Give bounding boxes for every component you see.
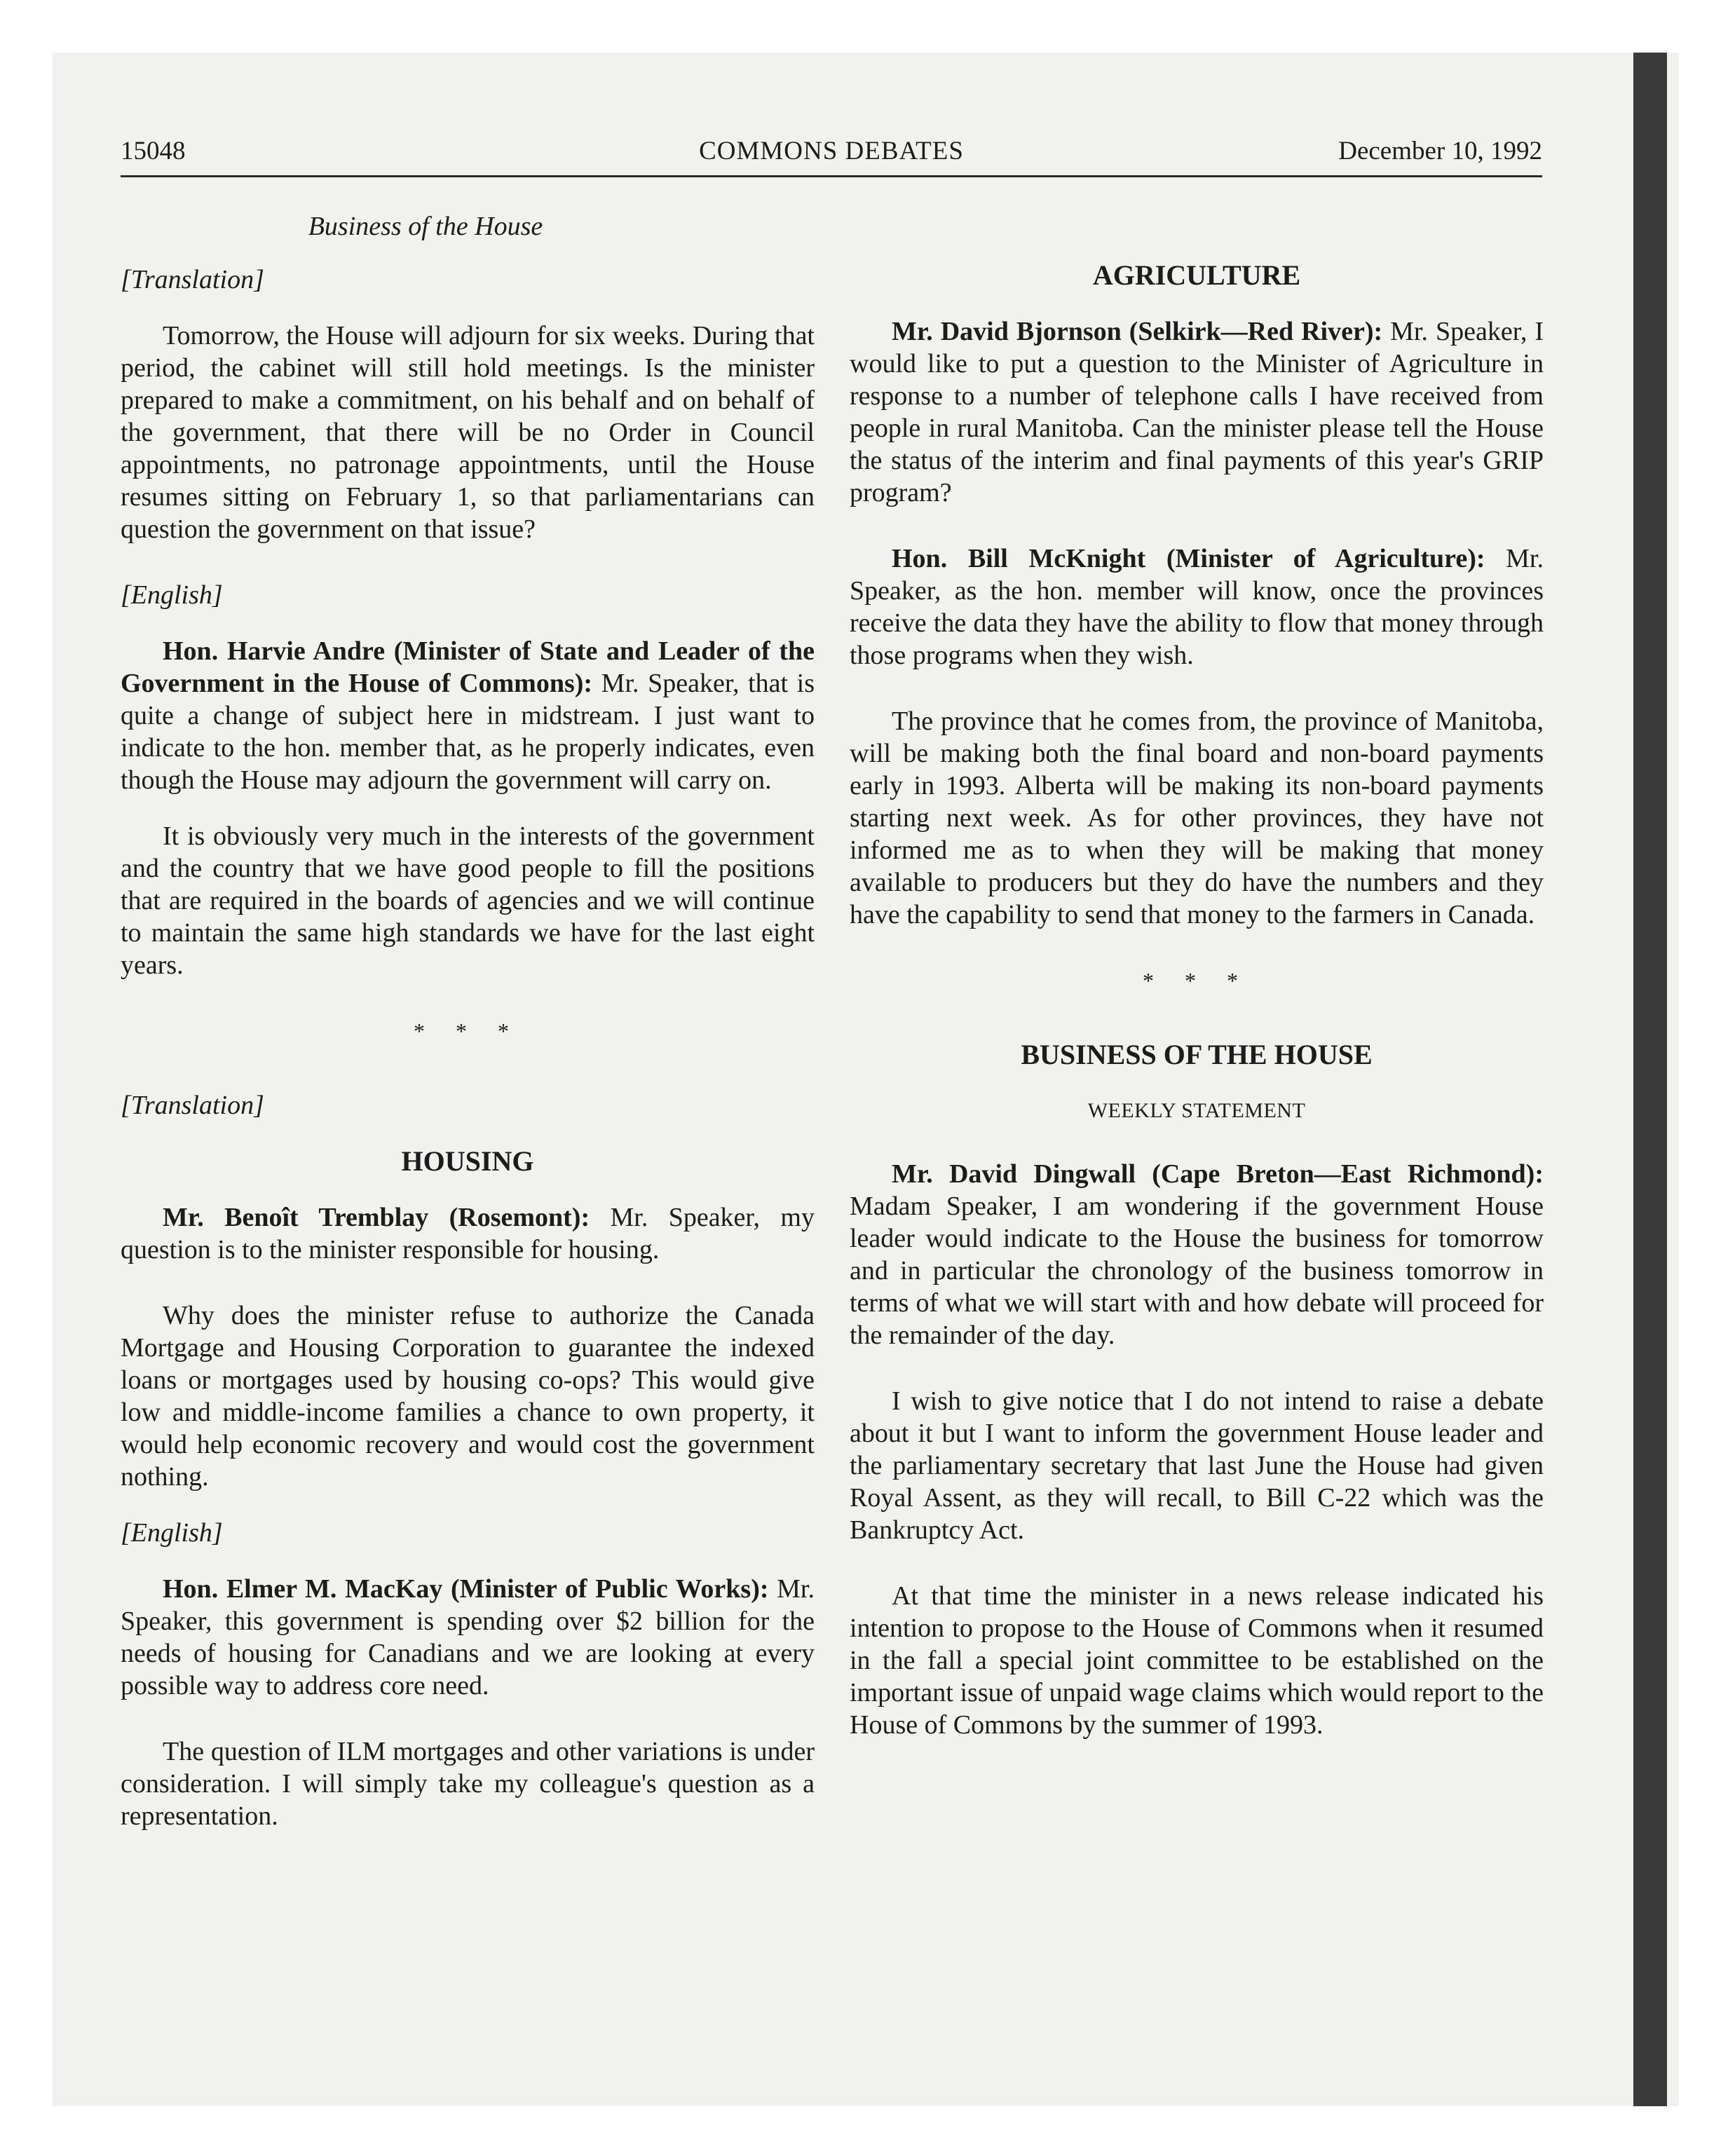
speech-paragraph: At that time the minister in a news release indicated his intention to propose to the House of Commons when it resumed in the fall a special joint committee to be established on the important issue of unpaid wage claims which would report to the House of Commons by the summer of 1993.: [850, 1581, 1544, 1740]
speaker-name: Mr. David Dingwall (Cape Breton—East Richmond):: [892, 1159, 1544, 1189]
speech-paragraph: Why does the minister refuse to authorize the Canada Mortgage and Housing Corporation to guarantee the indexed loans or mortgages used by housing co-ops? This would give low and middle-income families a chance to own property, it would help economic recovery and would cost the government nothing.: [121, 1301, 815, 1492]
page-header: [121, 133, 1542, 177]
section-heading: AGRICULTURE: [1092, 259, 1301, 291]
running-head: Business of the House: [308, 212, 543, 241]
speech-text: Mr. Speaker, as the hon. member will know, once the provinces receive the data they have the ability to flow that money through those programs when they wish.: [850, 544, 1544, 670]
page-number: 15048: [121, 137, 186, 165]
left-column: [121, 210, 815, 1866]
subsection-heading: WEEKLY STATEMENT: [1087, 1099, 1306, 1122]
speech-text: Mr. Speaker, I would like to put a question to the Minister of Agriculture in response to a number of telephone calls I have received from people in rural Manitoba. Can the minister please tell the House the status of the interim and final payments of this year's GRIP program?: [850, 317, 1544, 507]
section-heading: HOUSING: [401, 1145, 534, 1177]
speech-paragraph: Tomorrow, the House will adjourn for six weeks. During that period, the cabinet will still hold meetings. Is the minister prepared to make a commitment, on his behalf and on behalf of the government, that there will be no Order in Council appointments, no patronage appointments, until the House resumes sitting on February 1, so that parliamentarians can question the government on that issue?: [121, 321, 815, 544]
speech-paragraph: [121, 1201, 815, 1266]
speaker-name: Hon. Harvie Andre (Minister of State and Leader of the Government in the House of Commons):: [121, 636, 815, 698]
speech-paragraph: The question of ILM mortgages and other variations is under consideration. I will simply take my colleague's question as a representation.: [121, 1737, 815, 1831]
language-note: [Translation]: [121, 1091, 264, 1120]
publication-title: COMMONS DEBATES: [699, 137, 964, 165]
language-note: [Translation]: [121, 265, 264, 294]
speech-paragraph: I wish to give notice that I do not intend to raise a debate about it but I want to inform the government House leader and the parliamentary secretary that last June the House had given Royal Assent, as they will recall, to Bill C-22 which was the Bankruptcy Act.: [850, 1386, 1544, 1545]
section-separator: * * *: [414, 1018, 522, 1044]
speech-paragraph: [121, 635, 815, 796]
speech-paragraph: It is obviously very much in the interests of the government and the country that we have good people to fill the positions that are required in the boards of agencies and we will continue to maintain the same high standards we have for the last eight years.: [121, 821, 815, 980]
language-note: [English]: [121, 580, 223, 610]
speaker-name: Hon. Elmer M. MacKay (Minister of Public Works):: [163, 1574, 769, 1604]
speech-text: Mr. Speaker, my question is to the minister responsible for housing.: [121, 1203, 815, 1264]
speaker-name: Mr. David Bjornson (Selkirk—Red River):: [892, 317, 1383, 346]
speaker-name: Hon. Bill McKnight (Minister of Agriculture):: [892, 544, 1485, 573]
language-note: [English]: [121, 1518, 223, 1548]
section-separator: * * *: [1143, 968, 1251, 993]
right-column: [850, 210, 1544, 1775]
page-date: December 10, 1992: [1338, 137, 1542, 165]
speech-paragraph: [850, 1158, 1544, 1351]
section-heading: BUSINESS OF THE HOUSE: [1021, 1039, 1373, 1070]
speech-text: Mr. Speaker, this government is spending over $2 billion for the needs of housing for Canadians and we are looking at every possible way to address core need.: [121, 1574, 815, 1700]
speaker-name: Mr. Benoît Tremblay (Rosemont):: [163, 1203, 590, 1232]
speech-paragraph: The province that he comes from, the province of Manitoba, will be making both the final board and non-board payments early in 1993. Alberta will be making its non-board payments starting next week. As for other provinces, they have not informed me as to when they will be making that money available to producers but they do have the numbers and they have the capability to send that money to the farmers in Canada.: [850, 707, 1544, 929]
speech-text: Madam Speaker, I am wondering if the government House leader would indicate to the House the business for tomorrow and in particular the chronology of the business tomorrow in terms of what we will start with and how debate will proceed for the remainder of the day.: [850, 1192, 1544, 1350]
speech-text: Mr. Speaker, that is quite a change of subject here in midstream. I just want to indicate to the hon. member that, as he properly indicates, even though the House may adjourn the government will carry on.: [121, 669, 815, 795]
scan-edge-bar: [1633, 53, 1667, 2106]
speech-paragraph: [850, 315, 1544, 509]
speech-paragraph: [121, 1573, 815, 1702]
speech-paragraph: [850, 543, 1544, 671]
